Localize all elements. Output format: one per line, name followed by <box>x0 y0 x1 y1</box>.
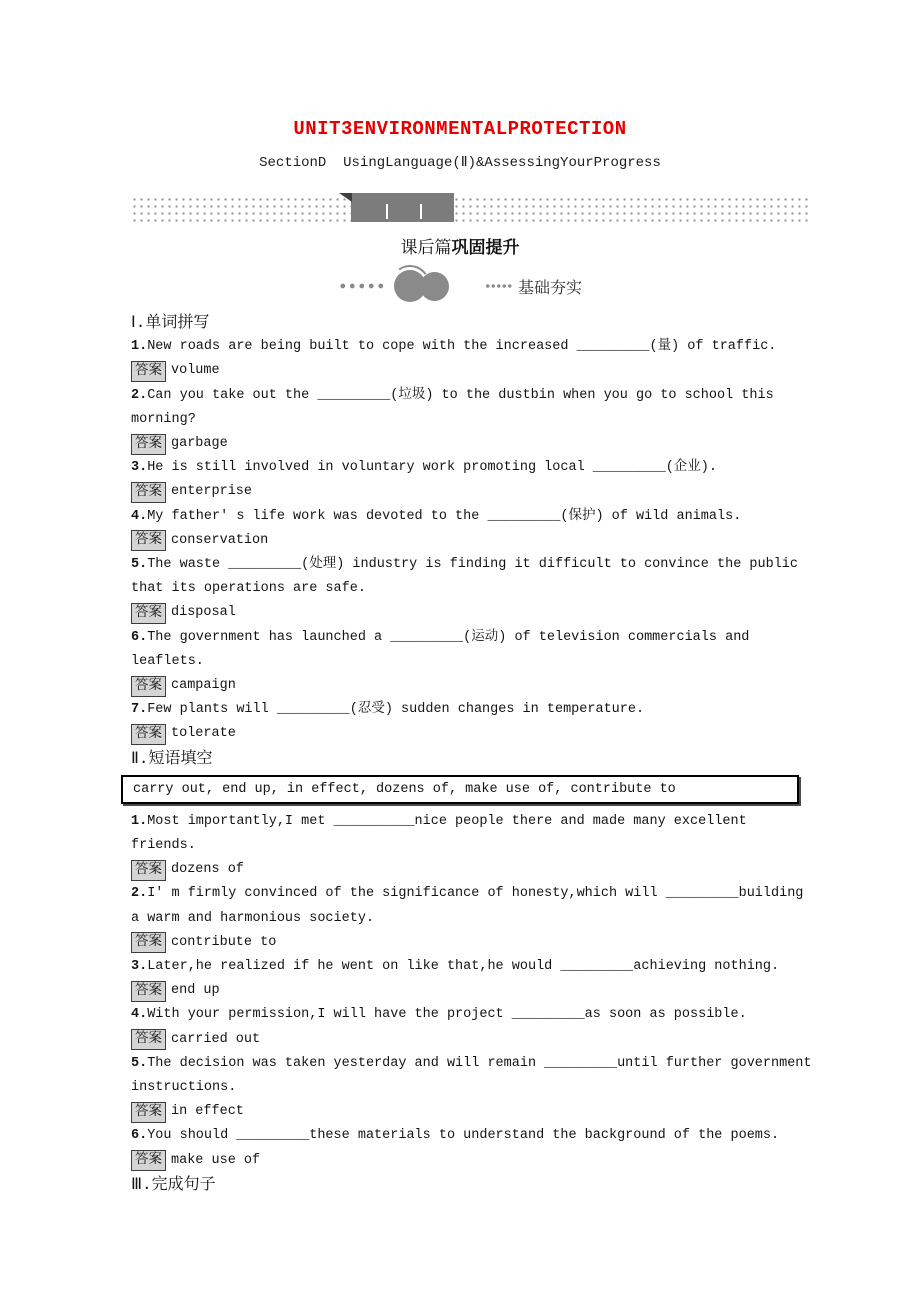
answer-badge: 答案 <box>131 981 166 1002</box>
section-heading-2: Ⅱ.短语填空 <box>131 749 213 768</box>
section-heading-1: Ⅰ.单词拼写 <box>131 314 210 332</box>
question-number: 1. <box>131 813 148 829</box>
answer-text: tolerate <box>171 726 236 742</box>
basics-banner <box>0 267 920 305</box>
answer-badge: 答案 <box>131 724 166 745</box>
dotted-band-decoration <box>130 194 808 222</box>
band-rectangle <box>351 193 454 222</box>
question <box>131 505 817 529</box>
question <box>131 1003 817 1027</box>
question <box>131 553 817 601</box>
question-number: 2. <box>131 886 148 902</box>
answer-text: volume <box>171 363 220 379</box>
answer-text: enterprise <box>171 484 253 500</box>
question-number: 4. <box>131 508 148 524</box>
answer-row <box>131 1028 817 1052</box>
question-text: You should _________these materials to understand the background of the poems. <box>147 1128 780 1144</box>
worksheet-content <box>131 311 820 1197</box>
question-text: With your permission,I will have the project _________as soon as possible. <box>147 1007 747 1023</box>
answer-badge: 答案 <box>131 1150 166 1171</box>
question-number: 4. <box>131 1007 148 1023</box>
question <box>131 882 817 930</box>
question-text: The government has launched a _________(运动) of television commercials and leaflets. <box>131 629 758 669</box>
question-number: 5. <box>131 1055 148 1071</box>
lesson-caption <box>0 233 920 259</box>
question-number: 7. <box>131 702 148 718</box>
answer-text: dozens of <box>171 862 244 878</box>
question <box>131 626 817 674</box>
double-circle-icon <box>392 267 452 305</box>
answer-row <box>131 359 817 383</box>
answer-row <box>131 529 817 553</box>
answer-badge: 答案 <box>131 603 166 624</box>
question <box>131 335 817 359</box>
answer-badge: 答案 <box>131 860 166 881</box>
question-text: Most importantly,I met __________nice people there and made many excellent friends. <box>131 813 755 853</box>
answer-row <box>131 480 817 504</box>
page-title: UNIT3ENVIRONMENTALPROTECTION <box>293 118 627 140</box>
question-text: I' m firmly convinced of the significance of honesty,which will _________building a warm and harmonious society. <box>131 886 812 926</box>
question <box>131 955 817 979</box>
question-text: The waste _________(处理) industry is finding it difficult to convince the public that its operations are safe. <box>131 556 807 597</box>
banner-label: 基础夯实 <box>517 279 582 298</box>
question <box>131 1052 820 1100</box>
question-number: 5. <box>131 556 148 572</box>
band-divider-line <box>420 204 422 219</box>
question-number: 6. <box>131 629 148 645</box>
question-number: 1. <box>131 339 148 355</box>
answer-row <box>131 931 817 955</box>
page-subtitle: SectionD UsingLanguage(Ⅱ)&AssessingYourProgress <box>259 155 661 171</box>
answer-text: in effect <box>171 1104 244 1120</box>
answer-row <box>131 432 817 456</box>
dots-decoration-icon <box>485 284 513 288</box>
answer-badge: 答案 <box>131 1029 166 1050</box>
answer-text: conservation <box>171 532 269 548</box>
answer-badge: 答案 <box>131 676 166 697</box>
answer-text: end up <box>171 983 220 999</box>
question-text: Later,he realized if he went on like that,he would _________achieving nothing. <box>147 958 780 974</box>
answer-row <box>131 601 817 625</box>
answer-badge: 答案 <box>131 434 166 455</box>
question-number: 6. <box>131 1128 148 1144</box>
band-corner-triangle-icon <box>339 193 352 202</box>
question <box>131 456 817 480</box>
question-text: Few plants will _________(忍受) sudden changes in temperature. <box>147 702 645 718</box>
question-text: My father' s life work was devoted to the _________(保护) of wild animals. <box>147 508 742 524</box>
question-number: 2. <box>131 387 148 403</box>
band-divider-line <box>386 204 388 219</box>
question <box>131 1124 817 1148</box>
lesson-caption-bold: 巩固提升 <box>451 240 520 259</box>
question <box>131 810 817 858</box>
question-text: The decision was taken yesterday and will remain _________until further government instructions. <box>131 1055 820 1095</box>
question <box>131 698 817 722</box>
answer-text: garbage <box>171 436 228 451</box>
answer-text: contribute to <box>171 934 277 950</box>
answer-badge: 答案 <box>131 932 166 953</box>
answer-badge: 答案 <box>131 361 166 382</box>
answer-text: carried out <box>171 1031 261 1047</box>
circle-right-icon <box>420 272 449 301</box>
answer-row <box>131 674 817 698</box>
answer-row <box>131 1100 817 1124</box>
answer-badge: 答案 <box>131 482 166 503</box>
question-text: Can you take out the _________(垃圾) to the dustbin when you go to school this morning? <box>131 387 782 427</box>
answer-text: campaign <box>171 677 236 693</box>
dots-decoration-icon <box>338 283 384 289</box>
section-heading-3: Ⅲ.完成句子 <box>131 1175 216 1194</box>
question-number: 3. <box>131 958 148 974</box>
question-text: He is still involved in voluntary work promoting local _________(企业). <box>147 460 717 476</box>
answer-text: disposal <box>171 605 236 621</box>
question <box>131 384 817 432</box>
answer-row <box>131 858 817 882</box>
lesson-caption-prefix: 课后篇 <box>400 240 452 259</box>
word-bank-box: carry out, end up, in effect, dozens of, make use of, contribute to <box>121 775 799 804</box>
question-number: 3. <box>131 460 148 476</box>
answer-badge: 答案 <box>131 1102 166 1123</box>
answer-row <box>131 1149 817 1173</box>
answer-text: make use of <box>171 1152 261 1168</box>
answer-row <box>131 722 817 746</box>
answer-badge: 答案 <box>131 530 166 551</box>
answer-row <box>131 979 817 1003</box>
question-text: New roads are being built to cope with the increased _________(量) of traffic. <box>147 339 777 355</box>
